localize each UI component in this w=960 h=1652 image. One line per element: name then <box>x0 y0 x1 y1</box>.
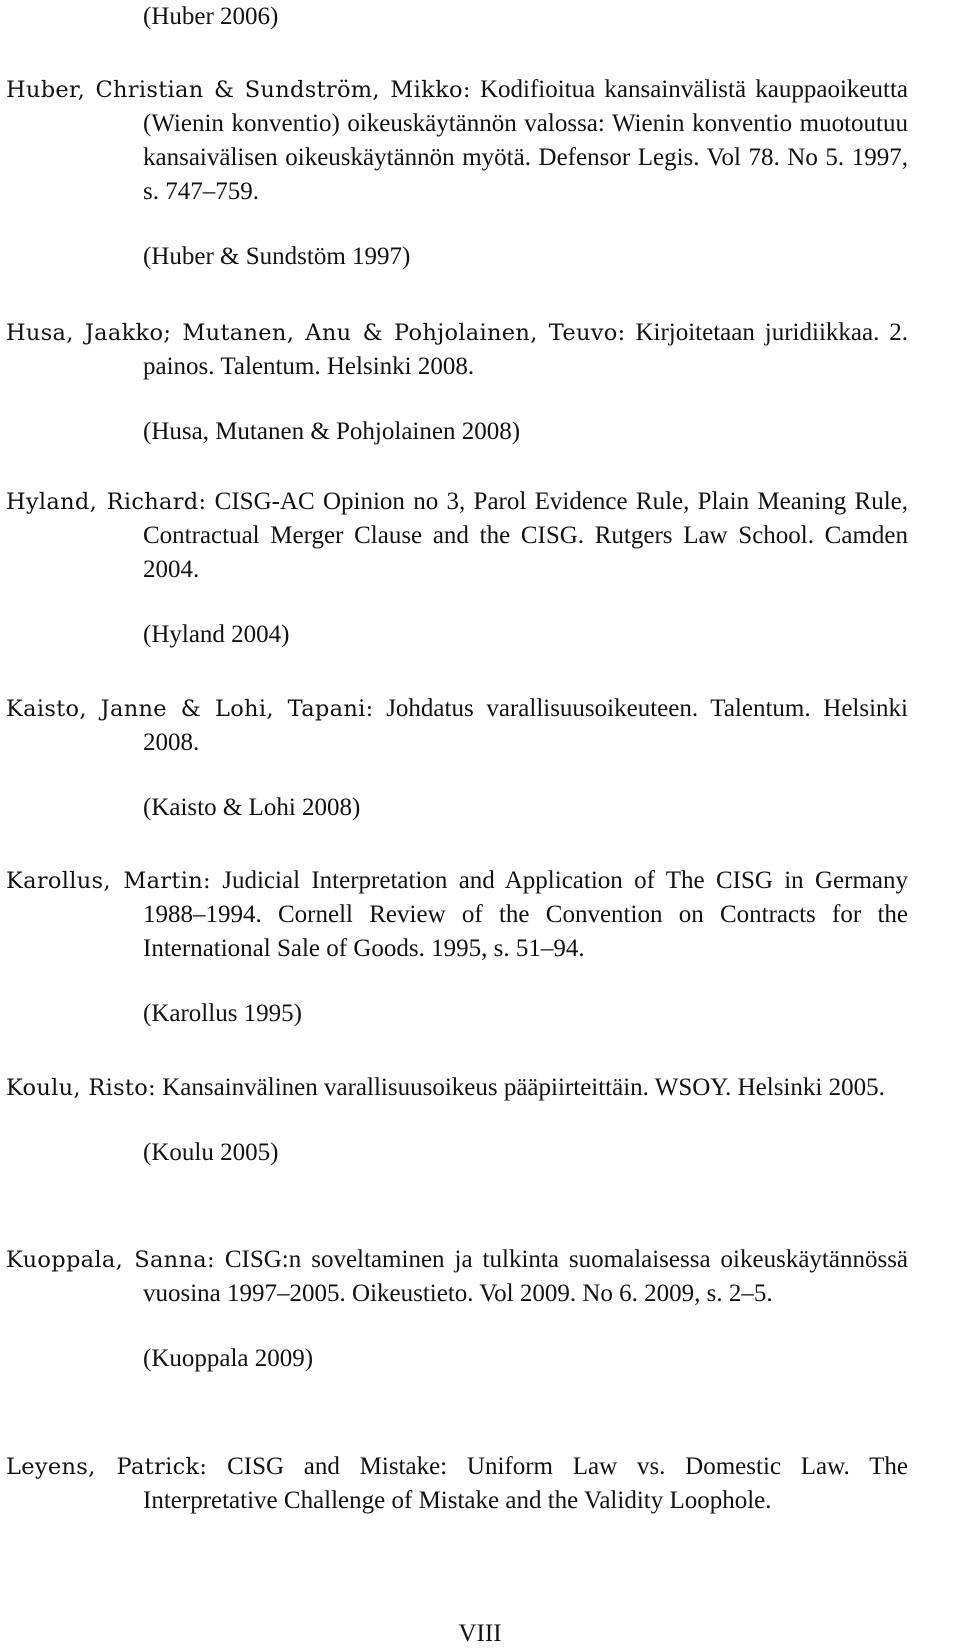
reference-entry-kaisto-lohi <box>6 692 908 825</box>
reference-body: CISG and Mistake: Uniform Law vs. Domestic Law. The Interpretative Challenge of Mistake and the Validity Loophole. <box>143 1453 908 1514</box>
reference-author: Huber, Christian & Sundström, Mikko: <box>6 77 471 103</box>
reference-citation: (Huber & Sundstöm 1997) <box>143 243 411 270</box>
reference-entry-leyens <box>6 1450 908 1518</box>
reference-citation: (Husa, Mutanen & Pohjolainen 2008) <box>143 418 521 445</box>
reference-body: CISG-AC Opinion no 3, Parol Evidence Rule, Plain Meaning Rule, Contractual Merger Clause and the CISG. Rutgers Law School. Camden 2004. <box>143 488 908 583</box>
reference-citation: (Kuoppala 2009) <box>143 1345 314 1372</box>
reference-entry-huber-sundstrom <box>6 73 908 274</box>
reference-citation: (Kaisto & Lohi 2008) <box>143 794 361 821</box>
reference-entry-kuoppala <box>6 1243 908 1376</box>
reference-body: Kirjoitetaan juridiikkaa. 2. painos. Talentum. Helsinki 2008. <box>143 319 909 380</box>
reference-body: Kansainvälinen varallisuusoikeus pääpiirteittäin. WSOY. Helsinki 2005. <box>162 1074 885 1101</box>
reference-body: Judicial Interpretation and Application of The CISG in Germany 1988–1994. Cornell Review of the Convention on Contracts for the International Sale of Goods. 1995, s. 51–94. <box>143 867 909 962</box>
reference-citation: (Karollus 1995) <box>143 1000 302 1027</box>
reference-text <box>6 73 908 209</box>
reference-citation: (Koulu 2005) <box>143 1139 279 1166</box>
reference-text <box>6 864 908 966</box>
reference-author: Hyland, Richard: <box>6 489 207 515</box>
reference-text <box>6 692 908 760</box>
reference-author: Husa, Jaakko; Mutanen, Anu & Pohjolainen, Teuvo: <box>6 320 626 346</box>
reference-entry-hyland <box>6 485 908 652</box>
reference-citation: (Hyland 2004) <box>143 621 290 648</box>
reference-text <box>6 1243 908 1311</box>
reference-entry-karollus <box>6 864 908 1031</box>
reference-text <box>6 316 908 384</box>
reference-author: Kuoppala, Sanna: <box>6 1247 215 1273</box>
reference-entry-husa <box>6 316 908 449</box>
reference-text <box>6 1450 908 1518</box>
reference-body: CISG:n soveltaminen ja tulkinta suomalaisessa oikeuskäytännössä vuosina 1997–2005. Oikeustieto. Vol 2009. No 6. 2009, s. 2–5. <box>143 1246 909 1307</box>
reference-body: Kodifioitua kansainvälistä kauppaoikeutta (Wienin konventio) oikeuskäytännön valossa: Wienin konventio muotoutuu kansaivälisen oikeuskäytännön myötä. Defensor Legis. Vol 78. No 5. 1997, s. 747–759. <box>143 76 908 205</box>
reference-text <box>6 1071 908 1105</box>
reference-body: Johdatus varallisuusoikeuteen. Talentum. Helsinki 2008. <box>143 695 908 756</box>
reference-author: Karollus, Martin: <box>6 868 211 894</box>
reference-entry-koulu <box>6 1071 908 1170</box>
page-number: VIII <box>458 1620 502 1647</box>
reference-text <box>6 485 908 587</box>
intro-citation: (Huber 2006) <box>143 3 279 30</box>
reference-author: Koulu, Risto: <box>6 1075 156 1101</box>
reference-author: Leyens, Patrick: <box>6 1454 208 1480</box>
reference-author: Kaisto, Janne & Lohi, Tapani: <box>6 696 374 722</box>
